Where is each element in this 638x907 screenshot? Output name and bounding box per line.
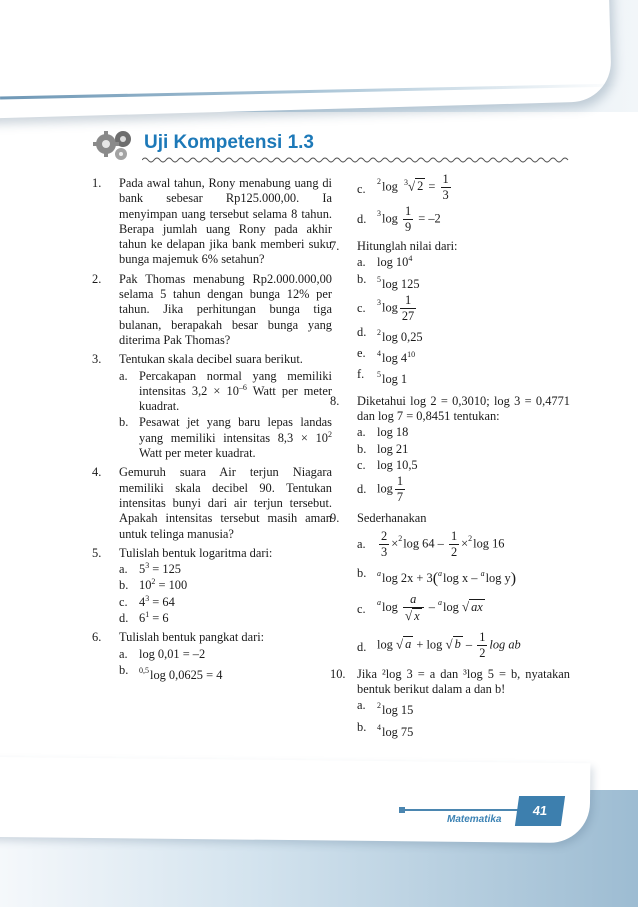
subitem-9c: [357, 592, 570, 624]
question-number: 5.: [92, 545, 102, 560]
log-base: 3: [377, 209, 381, 219]
subitem-label: c.: [357, 300, 366, 315]
fraction: $\frac{1}{2}$: [450, 528, 458, 559]
question-text: Jika ²log 3 = a dan ³log 5 = b, nyatakan bentuk berikut dalam a dan b!: [357, 666, 570, 697]
log-text: log: [377, 481, 393, 496]
subitem-label: c.: [357, 601, 366, 616]
subitem-text: log 2x + 3: [382, 570, 433, 585]
subitem-label: a.: [357, 698, 366, 713]
subitem-6b: [119, 663, 332, 683]
subitem-text: Pesawat jet yang baru lepas landas yang memiliki intensitas 8,3 × 10: [139, 415, 332, 445]
log-base: 3: [377, 298, 381, 308]
subitem-label: b.: [119, 578, 129, 593]
subitem-text: log 21: [377, 441, 409, 456]
subitem-8c: [357, 458, 570, 473]
subitem-label: d.: [357, 639, 367, 654]
sqrt-icon: √: [445, 636, 453, 652]
question-text: Tulislah bentuk logaritma dari:: [119, 545, 273, 560]
subitem-text: log 0,01 = –2: [139, 646, 206, 661]
question-text: Gemuruh suara Air terjun Niagara memiliki skala decibel 90. Tentukan intensitas bunyi dari air terjun tersebut. Apakah intensitas tersebut masih aman untuk telinga manusia?: [119, 465, 332, 541]
gears-icon: [92, 128, 136, 162]
base: 6: [139, 611, 146, 626]
question-number: 3.: [92, 352, 102, 367]
subitem-7f: [357, 367, 570, 387]
question-number: 10.: [330, 666, 346, 681]
subitem-label: c.: [119, 594, 128, 609]
log-base: a: [438, 597, 443, 607]
log-base: a: [377, 597, 381, 607]
sqrt-icon: √: [404, 607, 413, 623]
subitem-label: b.: [357, 565, 367, 580]
right-column: [330, 172, 570, 744]
subitem-text: log ab: [489, 637, 521, 652]
subitem-label: b.: [357, 271, 367, 286]
log-text: log: [382, 599, 398, 614]
subitem-3a: [119, 369, 332, 415]
question-4: [92, 465, 332, 541]
question-6-continued: [330, 172, 570, 235]
footer-line: [402, 809, 532, 811]
subitem-label: b.: [357, 719, 367, 734]
subitem-label: b.: [119, 662, 129, 677]
section-title: Uji Kompetensi 1.3: [144, 132, 314, 153]
subitem-text: log 0,0625 = 4: [150, 667, 223, 682]
page-footer: [0, 790, 638, 907]
subitem-text: log 0,25: [382, 329, 423, 344]
subject-label: Matematika: [447, 814, 502, 825]
page-number: 41: [515, 796, 565, 826]
subitem-7d: [357, 325, 570, 345]
log-base: 2: [377, 327, 381, 337]
log-text: log: [382, 211, 398, 226]
subitem-label: d.: [357, 482, 367, 497]
log-text: log: [377, 637, 393, 652]
log-base: 4: [377, 722, 381, 732]
question-5: [92, 546, 332, 626]
fraction: $\frac{2}{3}$: [381, 528, 388, 559]
subitem-7c: [357, 293, 570, 324]
subitem-text: log 10,5: [377, 457, 418, 472]
radicand: ax: [471, 599, 483, 614]
subitem-8b: [357, 442, 570, 457]
subitem-text: log 125: [382, 276, 420, 291]
log-base: 4: [377, 349, 381, 359]
question-number: 9.: [330, 511, 340, 526]
minus: –: [428, 599, 435, 614]
subitem-9d: [357, 630, 570, 661]
exponent: 3: [145, 593, 150, 603]
exponent: –6: [238, 382, 247, 392]
subitem-3b: [119, 415, 332, 461]
log-base: a: [377, 568, 381, 578]
exponent: 3: [145, 561, 150, 570]
fraction: $\frac{1}{9}$: [404, 204, 412, 234]
sqrt-icon: √: [395, 636, 404, 652]
question-text: Hitunglah nilai dari:: [357, 239, 458, 253]
question-number: 4.: [92, 465, 102, 480]
log-base: a: [480, 568, 485, 578]
question-10: [330, 667, 570, 740]
question-text: Pak Thomas menabung Rp2.000.000,00 selama 5 tahun dengan bunga 12% per tahun. Jika perhitungan bunga tiga bulanan, berapakah besar bunga yang diterima Pak Thomas?: [119, 271, 332, 347]
subitem-text: Watt per meter kuadrat.: [139, 383, 332, 414]
subitem-label: f.: [357, 367, 365, 382]
wavy-underline: [142, 156, 572, 164]
subitem-6a: [119, 647, 332, 662]
subitem-label: d.: [357, 324, 367, 339]
base: 10: [139, 578, 152, 593]
log-base: a: [438, 568, 443, 578]
subitem-text: log 64 –: [403, 535, 444, 550]
sqrt-icon: √: [461, 598, 470, 614]
subitem-text: log 1: [382, 372, 408, 387]
subitem-label: b.: [119, 415, 129, 430]
log-base: 5: [377, 370, 381, 380]
log-base: 2: [377, 177, 381, 187]
subitem-5d: [119, 611, 332, 626]
subitem-text: = 6: [149, 611, 169, 626]
question-2: [92, 272, 332, 348]
subitem-label: c.: [357, 457, 366, 472]
question-number: 1.: [92, 176, 102, 190]
base: 4: [139, 594, 146, 609]
subitem-8a: [357, 425, 570, 440]
question-text: Sederhanakan: [357, 511, 427, 526]
subitem-label: a.: [357, 425, 366, 440]
subitem-label: a.: [119, 368, 128, 383]
subitem-text: = 125: [149, 562, 181, 577]
question-text: Tulislah bentuk pangkat dari:: [119, 630, 265, 645]
subitem-text: + log: [416, 637, 443, 652]
log-base: 2: [377, 701, 381, 711]
root-index: 3: [403, 178, 408, 188]
subitem-text: log x –: [443, 570, 478, 585]
subitem-text: log 15: [382, 703, 414, 718]
right-paren: ): [510, 569, 517, 587]
subitem-10a: [357, 698, 570, 718]
log-base: 2: [398, 533, 403, 543]
question-8: [330, 394, 570, 505]
subitem-label: a.: [119, 562, 128, 577]
subitem-label: d.: [357, 212, 367, 226]
fraction: $\frac{1}{27}$: [401, 292, 415, 323]
exponent: 2: [328, 429, 332, 439]
subitem-label: a.: [357, 536, 366, 551]
question-9: [330, 511, 570, 661]
fraction: $\frac{1}{7}$: [396, 474, 404, 505]
subitem-5c: [119, 595, 332, 610]
subitem-label: a.: [357, 255, 366, 270]
question-number: 8.: [330, 393, 340, 408]
subitem-9a: [357, 529, 570, 560]
question-text: Pada awal tahun, Rony menabung uang di bank sebesar Rp125.000,00. Ia menyimpan uang tersebut selama 8 tahun. Berapa jumlah uang Rony pada akhir tahun ke delapan jika bank memberi suku bunga majemuk 6% setahun?: [119, 176, 332, 267]
sqrt-icon: √: [407, 178, 416, 194]
log-base: 2: [468, 533, 473, 543]
subitem-text: log 18: [377, 425, 409, 440]
radicand: b: [454, 637, 461, 652]
fraction: $\frac{1}{2}$: [479, 629, 486, 660]
subitem-text: Watt per meter kuadrat.: [139, 446, 256, 461]
log-text: log: [382, 300, 398, 315]
minus: –: [465, 637, 473, 652]
exponent: 1: [145, 609, 150, 619]
subitem-label: b.: [357, 441, 367, 456]
question-3: [92, 352, 332, 461]
subitem-text: Percakapan normal yang memiliki intensitas 3,2 × 10: [139, 368, 332, 398]
subitem-7a: [357, 255, 570, 270]
subitem-text: log y: [485, 570, 511, 585]
log-base: 0,5: [139, 665, 149, 675]
subitem-8d: [357, 474, 570, 505]
equals: =: [428, 179, 436, 194]
left-column: [92, 176, 332, 687]
header-sheet: [0, 0, 612, 119]
subitem-7e: [357, 346, 570, 366]
exponent: 10: [407, 350, 416, 360]
subitem-text: log 10: [377, 255, 409, 270]
exponent: 4: [408, 254, 413, 264]
subitem-7b: [357, 272, 570, 292]
question-number: 6.: [92, 630, 102, 645]
subitem-6d: [357, 204, 570, 235]
subitem-text: log 4: [382, 351, 408, 366]
question-text: Diketahui log 2 = 0,3010; log 3 = 0,4771 dan log 7 = 0,8451 tentukan:: [357, 393, 570, 424]
radicand: a: [405, 637, 412, 652]
subitem-text: log 16: [473, 535, 505, 550]
fraction: $\frac{a}{√ x}$: [403, 592, 424, 624]
fraction: $\frac{1}{3}$: [442, 172, 449, 202]
log-text: log: [382, 179, 398, 194]
subitem-label: e.: [357, 346, 366, 361]
times: ×: [461, 535, 469, 550]
question-number: 7.: [330, 239, 340, 253]
subitem-6c: [357, 172, 570, 203]
subitem-label: a.: [119, 646, 128, 661]
question-7: [330, 239, 570, 388]
subitem-5a: [119, 562, 332, 577]
subitem-text: = 64: [149, 594, 175, 609]
subitem-text: = 100: [155, 578, 188, 593]
subitem-label: d.: [119, 611, 129, 626]
question-1: [92, 176, 332, 268]
question-number: 2.: [92, 271, 102, 286]
exponent: 2: [151, 577, 156, 587]
footer-sheet: [0, 757, 590, 843]
subitem-label: c.: [357, 182, 366, 196]
question-6: [92, 630, 332, 683]
subitem-5b: [119, 578, 332, 593]
base: 5: [139, 562, 146, 577]
subitem-9b: [357, 566, 570, 586]
subitem-10b: [357, 720, 570, 740]
section-heading: [92, 128, 572, 162]
times: ×: [391, 535, 399, 550]
left-paren: (: [432, 569, 439, 587]
radicand: x: [414, 608, 420, 623]
log-base: 5: [377, 274, 381, 284]
question-text: Tentukan skala decibel suara berikut.: [119, 352, 303, 367]
subitem-text: log 75: [382, 724, 414, 739]
log-text: log: [443, 599, 459, 614]
radicand: 2: [417, 179, 424, 194]
subitem-text: = –2: [418, 211, 441, 226]
